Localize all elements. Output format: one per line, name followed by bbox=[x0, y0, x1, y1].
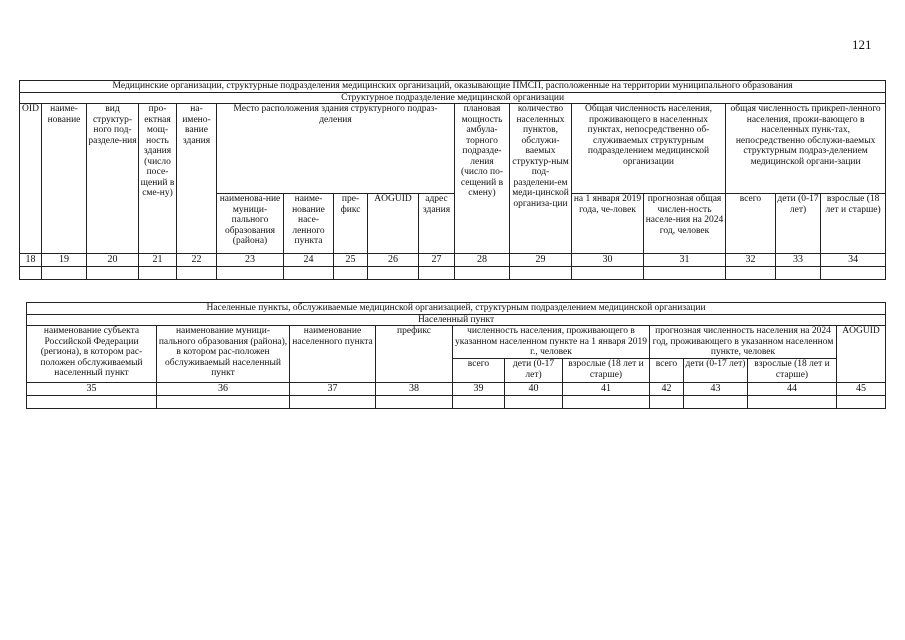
header-total-2024: всего bbox=[650, 359, 684, 383]
header-oid: OID bbox=[20, 104, 42, 254]
header-loc-address: адрес здания bbox=[419, 194, 455, 254]
column-number: 19 bbox=[42, 254, 87, 267]
header-adults-2024: взрослые (18 лет и старше) bbox=[748, 359, 837, 383]
header-settlements-count: количество населенных пунктов, обслужи-ваемых структур-ным под-разделени-ем меди-цинской организа-ции bbox=[510, 104, 572, 254]
column-number: 44 bbox=[748, 383, 837, 396]
column-number: 28 bbox=[455, 254, 510, 267]
column-number: 42 bbox=[650, 383, 684, 396]
header-mo-name: наименование муници-пального образования (района), в котором рас-положен обслуживаемый населенный пункт bbox=[157, 326, 290, 383]
column-number: 29 bbox=[510, 254, 572, 267]
table1-subtitle: Структурное подразделение медицинской организации bbox=[20, 92, 886, 104]
table2-subtitle: Населенный пункт bbox=[27, 314, 886, 326]
column-number: 27 bbox=[419, 254, 455, 267]
column-number: 45 bbox=[837, 383, 886, 396]
header-att-adults: взрослые (18 лет и старше) bbox=[821, 194, 886, 254]
column-number: 33 bbox=[776, 254, 821, 267]
header-loc-settlement: наиме-нование насе-ленного пункта bbox=[284, 194, 334, 254]
header-unit-type: вид структур-ного под-разделе-ния bbox=[87, 104, 139, 254]
header-total: всего bbox=[453, 359, 505, 383]
column-number: 39 bbox=[453, 383, 505, 396]
page-number: 121 bbox=[852, 37, 872, 52]
settlements-table bbox=[26, 302, 886, 409]
column-number: 38 bbox=[376, 383, 453, 396]
header-settlement-name: наименование населенного пункта bbox=[290, 326, 376, 383]
table1-title: Медицинские организации, структурные подразделения медицинских организаций, оказывающие ПМСП, расположенные на территории муниципального образования bbox=[20, 81, 886, 93]
header-pop-2024: прогнозная общая числен-ность населе-ния на 2024 год, человек bbox=[644, 194, 726, 254]
header-building-name: на-имено-вание здания bbox=[177, 104, 217, 254]
header-att-total: всего bbox=[726, 194, 776, 254]
header-attached-group: общая численность прикреп-ленного населения, прожи-вающего в населенных пунк-тах, непосредственно обслужи-ваемых структурным подраз-делением медицинской органи-зации bbox=[726, 104, 886, 194]
column-number: 30 bbox=[572, 254, 644, 267]
header-adults: взрослые (18 лет и старше) bbox=[563, 359, 650, 383]
column-number: 20 bbox=[87, 254, 139, 267]
header-pop-2019-group: численность населения, проживающего в указанном населенном пункте на 1 января 2019 г., человек bbox=[453, 326, 650, 359]
table2-title: Населенные пункты, обслуживаемые медицинской организацией, структурным подразделением медицинской организации bbox=[27, 303, 886, 315]
column-number: 37 bbox=[290, 383, 376, 396]
column-number: 22 bbox=[177, 254, 217, 267]
column-number: 23 bbox=[217, 254, 284, 267]
column-number: 32 bbox=[726, 254, 776, 267]
column-number: 35 bbox=[27, 383, 157, 396]
table1-empty-row bbox=[20, 267, 886, 280]
column-number: 40 bbox=[505, 383, 563, 396]
header-prefix: префикс bbox=[376, 326, 453, 383]
header-loc-prefix: пре-фикс bbox=[334, 194, 368, 254]
column-number: 18 bbox=[20, 254, 42, 267]
header-children: дети (0-17 лет) bbox=[505, 359, 563, 383]
column-number: 21 bbox=[139, 254, 177, 267]
header-loc-mo-name: наименова-ние муници-пального образования (района) bbox=[217, 194, 284, 254]
header-pop-2019: на 1 января 2019 года, че-ловек bbox=[572, 194, 644, 254]
header-location-group: Место расположения здания структурного подраз-деления bbox=[217, 104, 455, 194]
table2-empty-row bbox=[27, 396, 886, 409]
header-children-2024: дети (0-17 лет) bbox=[684, 359, 748, 383]
header-population-group: Общая численность населения, проживающего в населенных пунктах, непосредственно об-служиваемых структурным подразделением медицинской организации bbox=[572, 104, 726, 194]
column-number: 25 bbox=[334, 254, 368, 267]
column-number: 26 bbox=[368, 254, 419, 267]
header-planned-capacity: плановая мощность амбула-торного подразде-ления (число по-сещений в смену) bbox=[455, 104, 510, 254]
medical-organizations-table bbox=[19, 80, 886, 280]
column-number: 43 bbox=[684, 383, 748, 396]
header-pop-2024-group: прогнозная численность населения на 2024 год, проживающего в указанном населенном пункте, человек bbox=[650, 326, 837, 359]
header-design-capacity: про-ектная мощ-ность здания (число посе-щений в сме-ну) bbox=[139, 104, 177, 254]
column-number: 34 bbox=[821, 254, 886, 267]
header-subject-name: наименование субъекта Российской Федерации (региона), в котором рас-положен обслуживаемый населенный пункт bbox=[27, 326, 157, 383]
header-aoguid: AOGUID bbox=[837, 326, 886, 383]
column-number: 31 bbox=[644, 254, 726, 267]
column-number: 36 bbox=[157, 383, 290, 396]
column-number: 41 bbox=[563, 383, 650, 396]
header-name: наиме-нование bbox=[42, 104, 87, 254]
column-number: 24 bbox=[284, 254, 334, 267]
header-loc-aoguid: AOGUID bbox=[368, 194, 419, 254]
header-att-children: дети (0-17 лет) bbox=[776, 194, 821, 254]
